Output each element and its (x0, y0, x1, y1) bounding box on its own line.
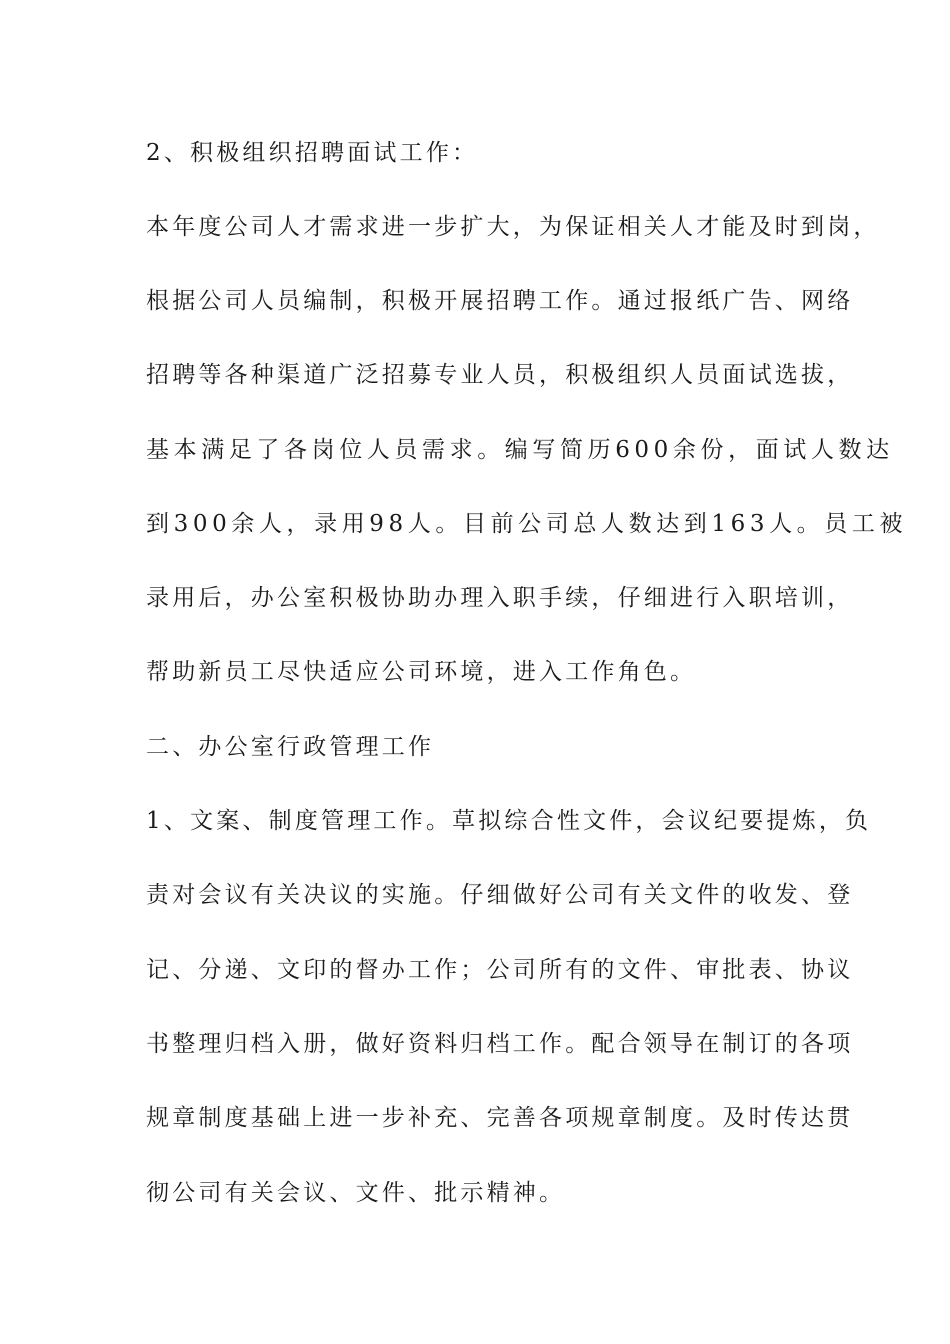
text-line-10: 1、文案、制度管理工作。草拟综合性文件，会议纪要提炼，负 (146, 808, 872, 834)
text-line-14: 规章制度基础上进一步补充、完善各项规章制度。及时传达贯 (146, 1105, 854, 1131)
text-line-5: 基本满足了各岗位人员需求。编写简历600余份，面试人数达 (146, 437, 894, 463)
text-line-8: 帮助新员工尽快适应公司环境，进入工作角色。 (146, 659, 697, 685)
text-line-3: 根据公司人员编制，积极开展招聘工作。通过报纸广告、网络 (146, 288, 854, 314)
text-line-4: 招聘等各种渠道广泛招募专业人员，积极组织人员面试选拔， (146, 362, 854, 388)
text-line-7: 录用后，办公室积极协助办理入职手续，仔细进行入职培训， (146, 585, 854, 611)
section-heading: 二、办公室行政管理工作 (146, 734, 435, 760)
text-line-13: 书整理归档入册，做好资料归档工作。配合领导在制订的各项 (146, 1031, 854, 1057)
text-line-1: 2、积极组织招聘面试工作： (146, 140, 479, 166)
text-line-11: 责对会议有关决议的实施。仔细做好公司有关文件的收发、登 (146, 882, 854, 908)
text-line-15: 彻公司有关会议、文件、批示精神。 (146, 1180, 566, 1206)
text-line-2: 本年度公司人才需求进一步扩大，为保证相关人才能及时到岗， (146, 214, 880, 240)
text-line-6: 到300余人，录用98人。目前公司总人数达到163人。员工被 (146, 511, 908, 537)
text-line-12: 记、分递、文印的督办工作；公司所有的文件、审批表、协议 (146, 957, 854, 983)
